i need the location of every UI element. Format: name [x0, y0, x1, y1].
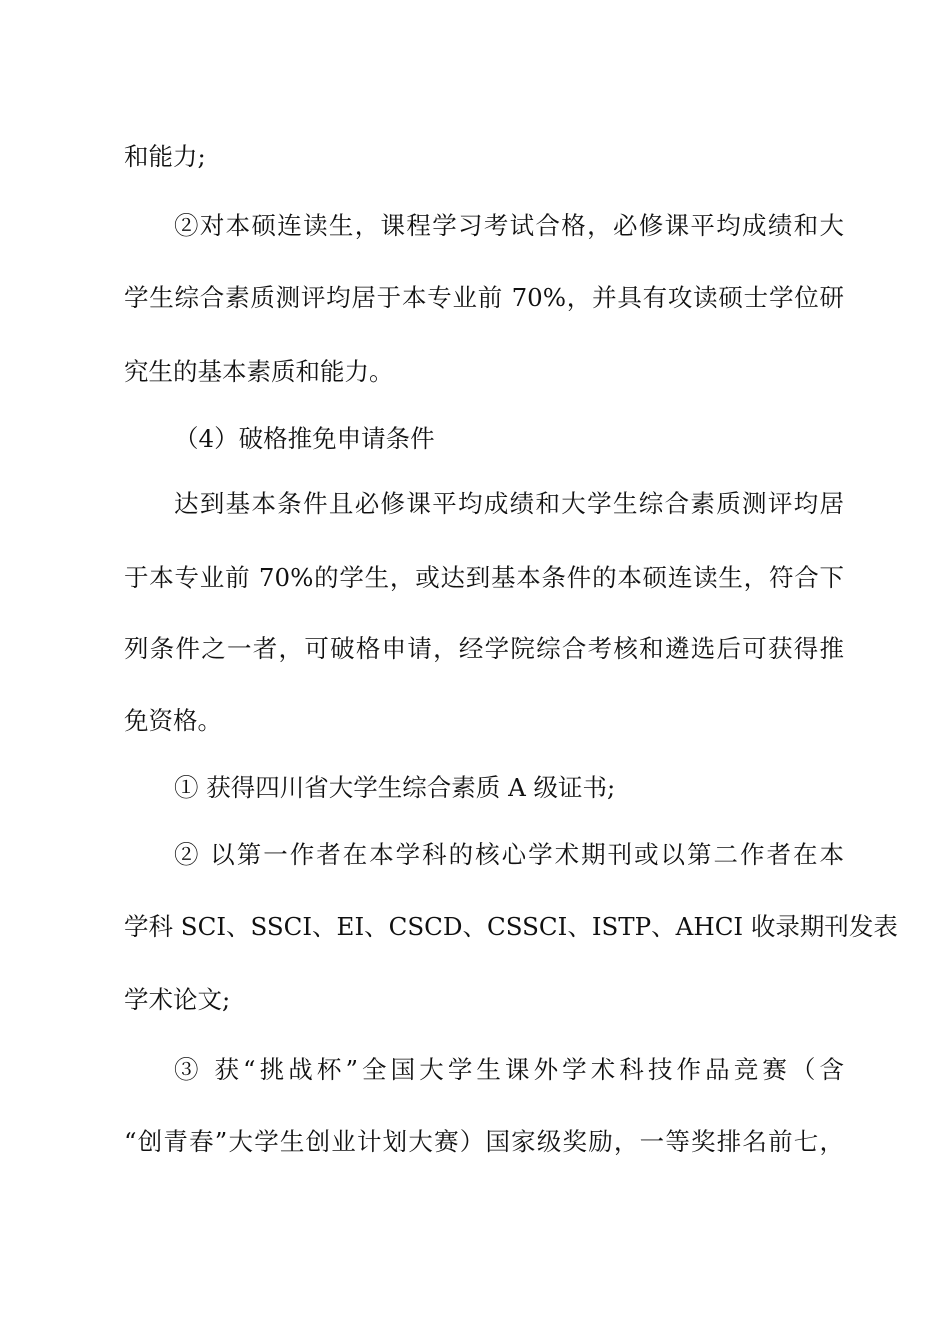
paragraph-line: 列条件之一者，可破格申请，经学院综合考核和遴选后可获得推: [124, 634, 844, 663]
paragraph-line: 学科 SCI、SSCI、EI、CSCD、CSSCI、ISTP、AHCI 收录期刊发表: [124, 912, 898, 941]
paragraph-line: 和能力;: [124, 142, 206, 171]
paragraph-line: 免资格。: [124, 706, 222, 735]
paragraph-line: ②对本硕连读生，课程学习考试合格，必修课平均成绩和大: [174, 211, 844, 240]
list-item: ② 以第一作者在本学科的核心学术期刊或以第二作者在本: [174, 840, 844, 869]
paragraph-line: 达到基本条件且必修课平均成绩和大学生综合素质测评均居: [174, 489, 844, 518]
list-item: ① 获得四川省大学生综合素质 A 级证书;: [174, 773, 616, 802]
list-item: ③ 获“挑战杯”全国大学生课外学术科技作品竞赛（含: [174, 1055, 844, 1084]
paragraph-line: 学术论文;: [124, 985, 231, 1014]
section-heading: （4）破格推免申请条件: [174, 424, 435, 453]
paragraph-line: 于本专业前 70%的学生，或达到基本条件的本硕连读生，符合下: [124, 563, 844, 592]
paragraph-line: 究生的基本素质和能力。: [124, 357, 394, 386]
paragraph-line: “创青春”大学生创业计划大赛）国家级奖励，一等奖排名前七，: [124, 1127, 844, 1156]
paragraph-line: 学生综合素质测评均居于本专业前 70%，并具有攻读硕士学位研: [124, 283, 844, 312]
